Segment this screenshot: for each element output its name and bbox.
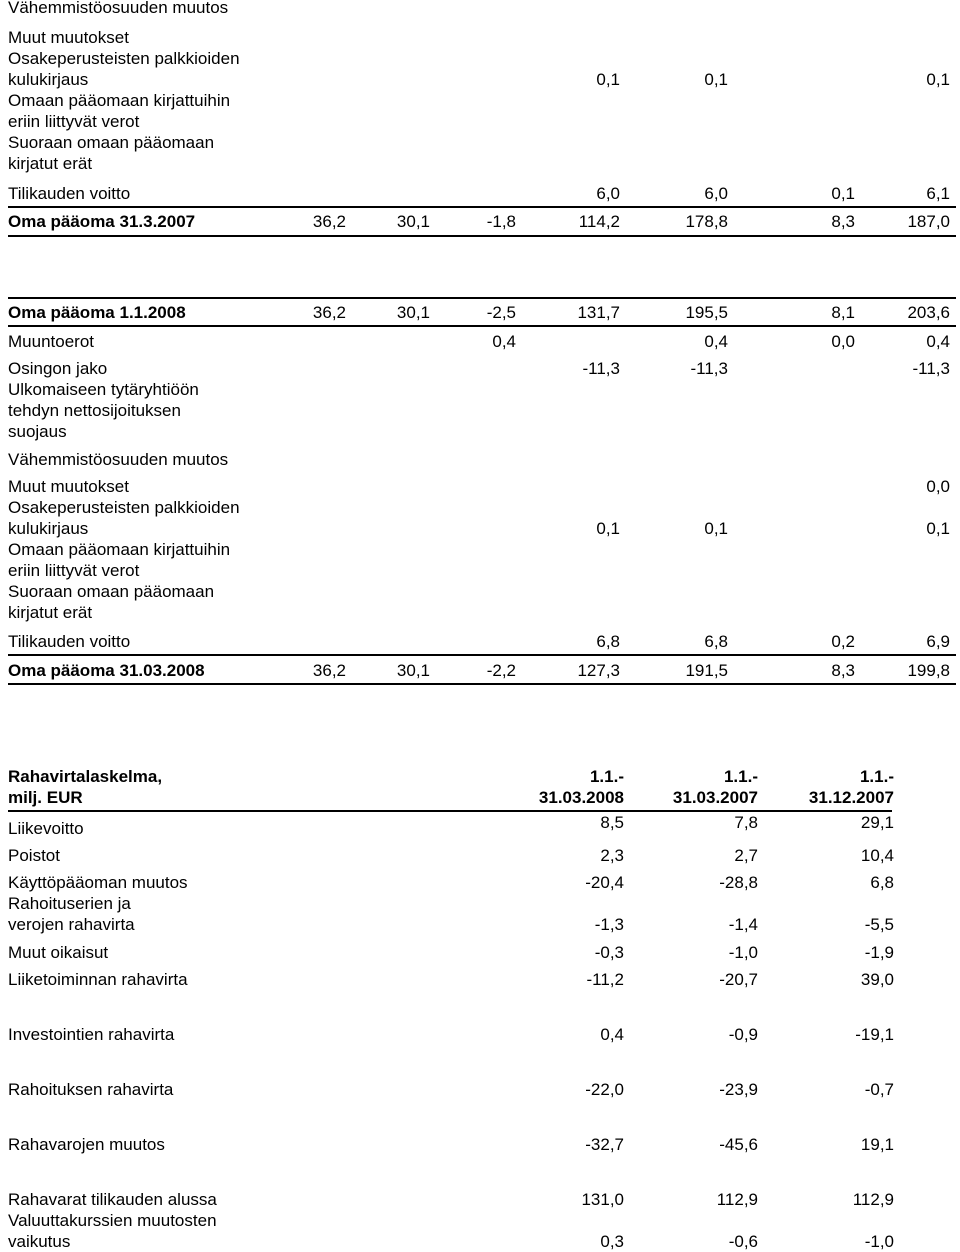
value-cell: 19,1 <box>860 1135 894 1154</box>
row-label: Liiketoiminnan rahavirta <box>8 970 188 989</box>
value-cell: 8,3 <box>831 212 855 231</box>
row-label: Suoraan omaan pääomaan <box>8 133 215 152</box>
value-cell: 0,4 <box>600 1025 624 1044</box>
value-cell: -1,4 <box>728 915 758 934</box>
row-label: Osakeperusteisten palkkioiden <box>8 498 240 517</box>
value-cell: -32,7 <box>585 1135 624 1154</box>
rule <box>8 235 956 237</box>
value-cell: -23,9 <box>719 1080 758 1099</box>
value-cell: 112,9 <box>716 1190 758 1209</box>
value-cell: -0,3 <box>594 943 624 962</box>
value-cell: 0,1 <box>704 519 728 538</box>
row-label: Vähemmistöosuuden muutos <box>8 0 229 17</box>
row-label: Käyttöpääoman muutos <box>8 873 188 892</box>
value-cell: -1,0 <box>864 1232 894 1251</box>
value-cell: -20,7 <box>719 970 758 989</box>
row-label: Oma pääoma 31.3.2007 <box>8 212 196 231</box>
value-cell: 8,1 <box>831 303 855 322</box>
column-header: 1.1.- <box>723 767 758 786</box>
value-cell: 203,6 <box>907 303 950 322</box>
value-cell: 0,1 <box>596 70 620 89</box>
row-label: Ulkomaiseen tytäryhtiöön <box>8 380 199 399</box>
row-label: verojen rahavirta <box>8 915 135 934</box>
row-label: Poistot <box>8 846 60 865</box>
rule <box>8 297 956 299</box>
value-cell: -28,8 <box>719 873 758 892</box>
value-cell: 0,2 <box>831 632 855 651</box>
value-cell: -22,0 <box>585 1080 624 1099</box>
rule <box>8 810 892 812</box>
column-header: 31.03.2008 <box>538 788 624 807</box>
value-cell: 187,0 <box>907 212 950 231</box>
value-cell: 0,1 <box>704 70 728 89</box>
value-cell: 131,7 <box>577 303 620 322</box>
row-label: eriin liittyvät verot <box>8 112 140 131</box>
value-cell: 199,8 <box>907 661 950 680</box>
value-cell: 2,3 <box>600 846 624 865</box>
value-cell: 0,1 <box>596 519 620 538</box>
row-label: Omaan pääomaan kirjattuihin <box>8 540 231 559</box>
value-cell: 127,3 <box>577 661 620 680</box>
value-cell: 6,1 <box>926 184 950 203</box>
column-header: 1.1.- <box>589 767 624 786</box>
value-cell: 0,0 <box>831 332 855 351</box>
value-cell: -19,1 <box>855 1025 894 1044</box>
value-cell: 36,2 <box>312 303 346 322</box>
column-header: 31.03.2007 <box>672 788 758 807</box>
value-cell: 112,9 <box>852 1190 894 1209</box>
row-label: Tilikauden voitto <box>8 184 131 203</box>
row-label: Oma pääoma 1.1.2008 <box>8 303 186 322</box>
row-label: suojaus <box>8 422 67 441</box>
row-label: kirjatut erät <box>8 154 93 173</box>
value-cell: 8,3 <box>831 661 855 680</box>
value-cell: -11,2 <box>586 970 624 989</box>
row-label: Valuuttakurssien muutosten <box>8 1211 217 1230</box>
value-cell: 0,0 <box>926 477 950 496</box>
value-cell: 195,5 <box>685 303 728 322</box>
row-label: eriin liittyvät verot <box>8 561 140 580</box>
table-header-label: Rahavirtalaskelma, <box>8 767 163 786</box>
row-label: Suoraan omaan pääomaan <box>8 582 215 601</box>
value-cell: 0,1 <box>926 70 950 89</box>
value-cell: 6,8 <box>596 632 620 651</box>
value-cell: 0,4 <box>492 332 516 351</box>
value-cell: 6,8 <box>870 873 894 892</box>
value-cell: -0,6 <box>728 1232 758 1251</box>
row-label: kulukirjaus <box>8 70 89 89</box>
value-cell: -0,9 <box>728 1025 758 1044</box>
value-cell: -1,8 <box>486 212 516 231</box>
value-cell: 191,5 <box>685 661 728 680</box>
value-cell: 0,3 <box>600 1232 624 1251</box>
value-cell: -11,3 <box>690 359 728 378</box>
value-cell: 29,1 <box>860 813 894 832</box>
table-header-label: milj. EUR <box>8 788 83 807</box>
row-label: kulukirjaus <box>8 519 89 538</box>
value-cell: 0,4 <box>704 332 728 351</box>
row-label: tehdyn nettosijoituksen <box>8 401 181 420</box>
value-cell: -20,4 <box>585 873 624 892</box>
row-label: Tilikauden voitto <box>8 632 131 651</box>
row-label: Rahoituserien ja <box>8 894 131 913</box>
value-cell: 36,2 <box>312 661 346 680</box>
value-cell: 30,1 <box>396 212 430 231</box>
rule <box>8 654 956 656</box>
row-label: Rahavarat tilikauden alussa <box>8 1190 217 1209</box>
value-cell: -1,9 <box>864 943 894 962</box>
row-label: Osakeperusteisten palkkioiden <box>8 49 240 68</box>
value-cell: 30,1 <box>396 661 430 680</box>
rule <box>8 683 956 685</box>
row-label: Rahoituksen rahavirta <box>8 1080 174 1099</box>
row-label: Rahavarojen muutos <box>8 1135 165 1154</box>
value-cell: 0,1 <box>831 184 855 203</box>
value-cell: -1,0 <box>728 943 758 962</box>
value-cell: 30,1 <box>396 303 430 322</box>
value-cell: 178,8 <box>685 212 728 231</box>
value-cell: 7,8 <box>734 813 758 832</box>
row-label: Muut muutokset <box>8 28 129 47</box>
row-label: Omaan pääomaan kirjattuihin <box>8 91 231 110</box>
row-label: vaikutus <box>8 1232 71 1251</box>
value-cell: -1,3 <box>594 915 624 934</box>
value-cell: 6,0 <box>704 184 728 203</box>
row-label: Osingon jako <box>8 359 108 378</box>
value-cell: 39,0 <box>860 970 894 989</box>
value-cell: 114,2 <box>578 212 620 231</box>
value-cell: 2,7 <box>734 846 758 865</box>
rule <box>8 325 956 327</box>
value-cell: 36,2 <box>312 212 346 231</box>
value-cell: -5,5 <box>864 915 894 934</box>
value-cell: 6,9 <box>926 632 950 651</box>
rule <box>8 206 956 208</box>
value-cell: -11,3 <box>912 359 950 378</box>
value-cell: 0,4 <box>926 332 950 351</box>
value-cell: 6,8 <box>704 632 728 651</box>
column-header: 31.12.2007 <box>808 788 894 807</box>
value-cell: -45,6 <box>719 1135 758 1154</box>
row-label: Vähemmistöosuuden muutos <box>8 450 229 469</box>
value-cell: 10,4 <box>860 846 894 865</box>
value-cell: -2,5 <box>486 303 516 322</box>
column-header: 1.1.- <box>859 767 894 786</box>
value-cell: -0,7 <box>864 1080 894 1099</box>
row-label: Muut oikaisut <box>8 943 109 962</box>
value-cell: -2,2 <box>486 661 516 680</box>
row-label: Muut muutokset <box>8 477 129 496</box>
value-cell: 8,5 <box>600 813 624 832</box>
row-label: Muuntoerot <box>8 332 94 351</box>
row-label: Oma pääoma 31.03.2008 <box>8 661 205 680</box>
value-cell: -11,3 <box>582 359 620 378</box>
value-cell: 6,0 <box>596 184 620 203</box>
row-label: Liikevoitto <box>8 819 84 838</box>
value-cell: 131,0 <box>581 1190 624 1209</box>
value-cell: 0,1 <box>926 519 950 538</box>
row-label: kirjatut erät <box>8 603 93 622</box>
row-label: Investointien rahavirta <box>8 1025 175 1044</box>
